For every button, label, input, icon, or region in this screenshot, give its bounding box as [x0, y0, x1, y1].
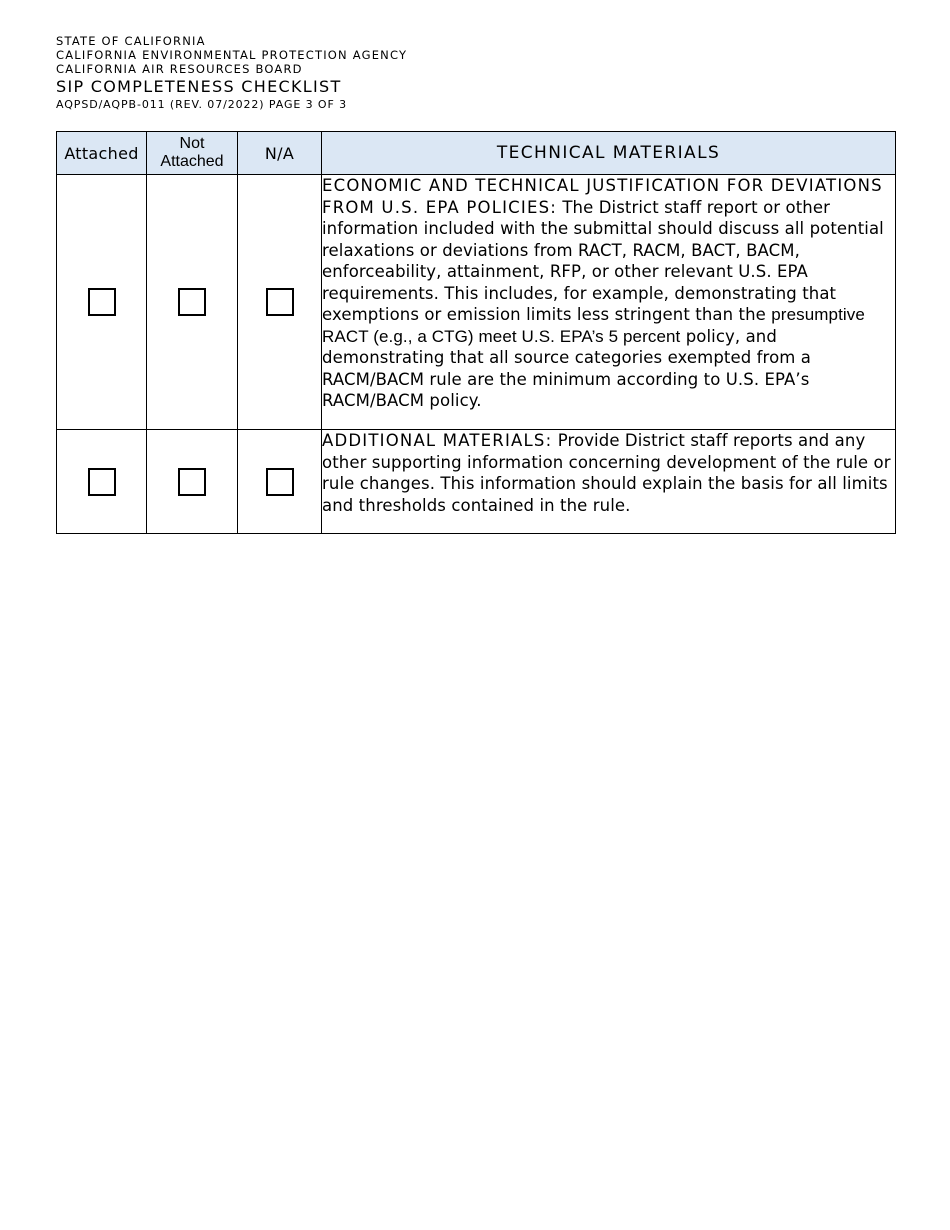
checklist-table: [56, 131, 896, 534]
attached-checkbox[interactable]: [88, 288, 116, 316]
na-cell: [238, 430, 322, 534]
form-header: [56, 34, 656, 112]
column-header-attached: [57, 132, 147, 175]
column-header-attached-label: Attached: [64, 143, 139, 163]
not-attached-cell: [147, 430, 238, 534]
not-attached-checkbox[interactable]: [178, 288, 206, 316]
na-cell: [238, 175, 322, 430]
item-description: [322, 430, 896, 534]
na-checkbox[interactable]: [266, 288, 294, 316]
item-body: Provide District staff reports and any other supporting information concerning development of the rule or rule changes. This information should explain the basis for all limits and thresholds contained in the rule.: [322, 431, 891, 515]
not-attached-checkbox[interactable]: [178, 468, 206, 496]
column-header-not-attached-line1: Not: [179, 135, 205, 152]
item-body-continued: presumptive RACT (e.g., a CTG) meet U.S. EPA’s 5 percent: [322, 305, 865, 346]
table-row: [57, 430, 896, 534]
page-title: SIP COMPLETENESS CHECKLIST: [56, 77, 342, 96]
section-title: TECHNICAL MATERIALS: [496, 143, 721, 163]
column-header-not-attached-line2: Attached: [160, 153, 224, 170]
attached-cell: [57, 175, 147, 430]
table-row: [57, 175, 896, 430]
table-header-row: [57, 132, 896, 175]
board-name: CALIFORNIA AIR RESOURCES BOARD: [56, 62, 303, 76]
column-header-section: [322, 132, 896, 175]
item-body-end: policy, and demonstrating that all source categories exempted from a RACM/BACM rule are the minimum according to U.S. EPA’s RACM/BACM policy.: [322, 326, 811, 410]
column-header-not-attached: [147, 132, 238, 175]
not-attached-cell: [147, 175, 238, 430]
column-header-na-label: N/A: [264, 143, 295, 163]
attached-checkbox[interactable]: [88, 468, 116, 496]
state-name: STATE OF CALIFORNIA: [56, 34, 206, 48]
item-body: The District staff report or other information included with the submittal should discuss all potential relaxations or deviations from RACT, RACM, BACT, BACM, enforceability, attainment, RFP, or other relevant U.S. EPA requirements. This includes, for example, demonstrating that exemptions or emission limits less stringent than the: [322, 197, 884, 324]
item-description: [322, 175, 896, 430]
item-heading: ADDITIONAL MATERIALS:: [322, 431, 553, 450]
item-heading: ECONOMIC AND TECHNICAL JUSTIFICATION FOR DEVIATIONS FROM U.S. EPA POLICIES:: [322, 176, 883, 217]
attached-cell: [57, 430, 147, 534]
na-checkbox[interactable]: [266, 468, 294, 496]
column-header-na: [238, 132, 322, 175]
form-id: AQPSD/AQPB-011 (REV. 07/2022) PAGE 3 OF 3: [56, 98, 347, 111]
agency-name: CALIFORNIA ENVIRONMENTAL PROTECTION AGENCY: [56, 48, 408, 62]
